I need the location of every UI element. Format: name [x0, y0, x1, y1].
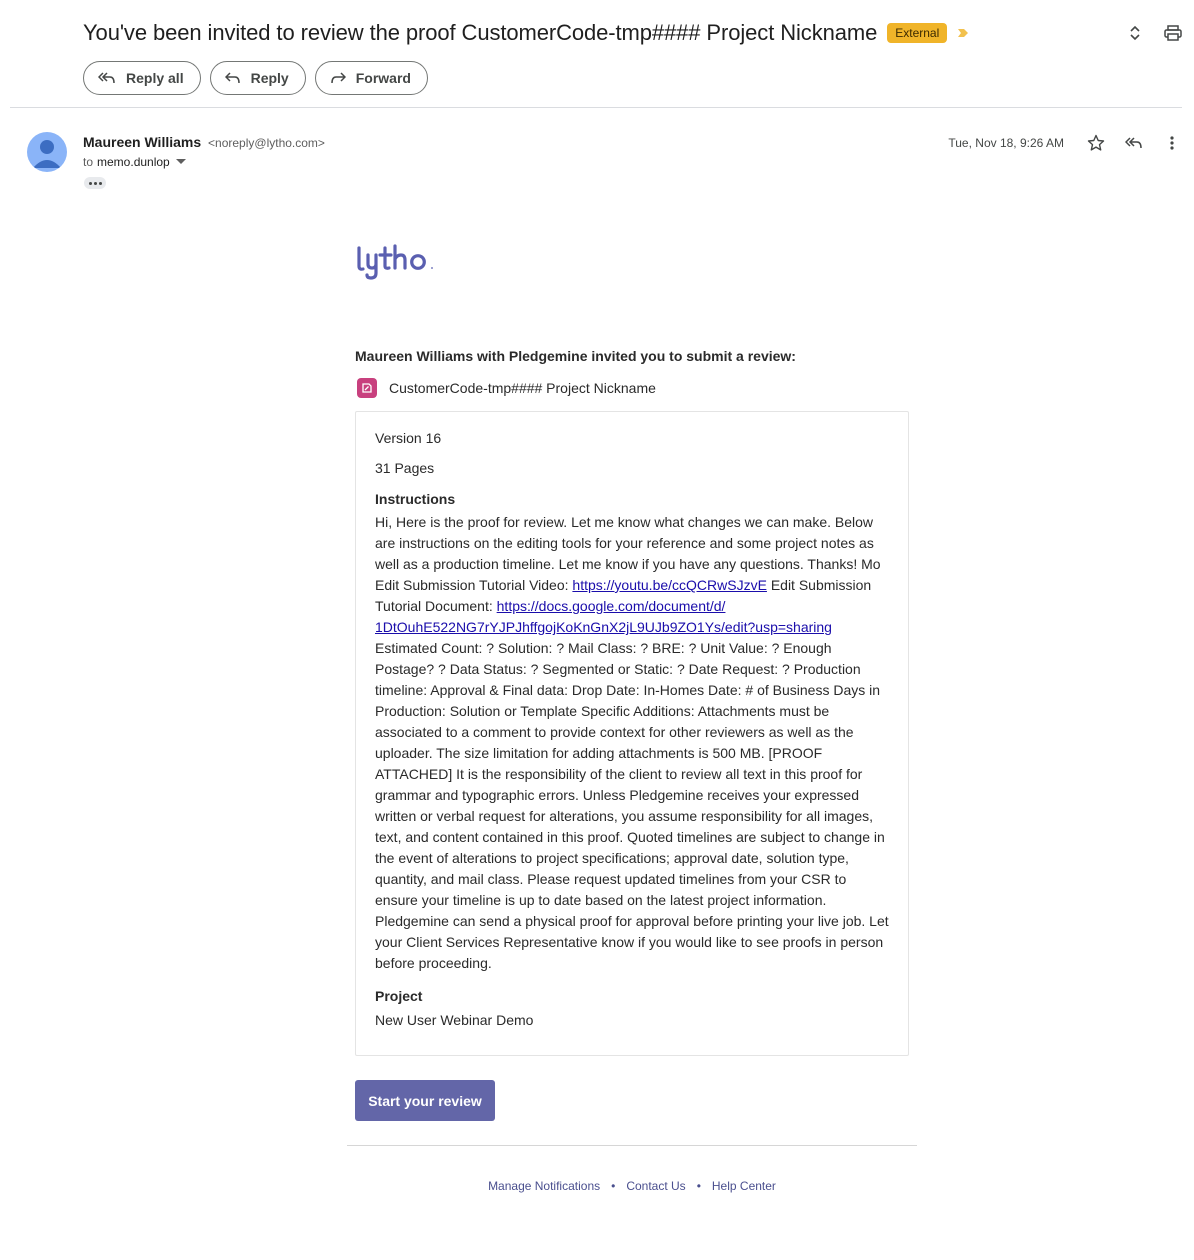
- doc-link[interactable]: https://docs.google.com/document/d/ 1DtOuhE522NG7rYJPJhffgojKoKnGnX2jL9UJb9ZO1Ys/edit?usp=sharing: [375, 598, 832, 635]
- instructions-text: [375, 512, 889, 974]
- instructions-heading: Instructions: [375, 491, 456, 507]
- avatar[interactable]: [27, 132, 67, 172]
- more-vert-icon[interactable]: [1162, 133, 1182, 153]
- lytho-logo: [355, 242, 437, 282]
- reply-label: Reply: [250, 70, 289, 86]
- contact-us-link[interactable]: Contact Us: [626, 1179, 686, 1193]
- proof-details-card: [355, 411, 909, 1056]
- manage-notifications-link[interactable]: Manage Notifications: [488, 1179, 601, 1193]
- footer-separator: •: [611, 1179, 616, 1193]
- project-name: New User Webinar Demo: [375, 1012, 534, 1028]
- pages-label: 31 Pages: [375, 460, 435, 476]
- caret-down-icon[interactable]: [176, 159, 186, 165]
- star-icon[interactable]: [1086, 133, 1106, 153]
- reply-icon: [225, 72, 241, 84]
- forward-label: Forward: [355, 70, 411, 86]
- instructions-part-3: Estimated Count: ? Solution: ? Mail Class: ? BRE: ? Unit Value: ? Enough Postage? ? Data Status: ? Segmented or Static: ? Date Request: ? Production timeline: Approval & Final data: Drop Date: In-Homes Date: # of Business Days in Production: Solution or Template Specific Additions: Attachments must be associated to a comment to provide context for other reviewers as well as the uploader. The size limitation for adding attachments is 500 MB. [PROOF ATTACHED] It is the responsibility of the client to review all text in this proof for grammar and typographic errors. Unless Pledgemine receives your expressed written or verbal request for alterations, you assume responsibility for all images, text, and content contained in this proof. Quoted timelines are subject to change in the event of alterations to project specifications; approval date, solution type, quantity, and mail class. Please request updated timelines from your CSR to ensure your timeline is up to date based on the latest project information. Pledgemine can send a physical proof for approval before printing your live job. Let your Client Services Representative know if you would like to see proofs in person before proceeding.: [375, 640, 889, 971]
- external-badge: External: [887, 23, 947, 43]
- help-center-link[interactable]: Help Center: [711, 1179, 776, 1193]
- recipient-name: memo.dunlop: [97, 155, 170, 169]
- video-link[interactable]: https://youtu.be/ccQCRwSJzvE: [572, 577, 767, 593]
- recipient-line: [83, 155, 186, 169]
- sender-line: [83, 134, 325, 150]
- sender-email: <noreply@lytho.com>: [208, 136, 325, 150]
- instructions-part-2: Edit Submission Tutorial Document:: [375, 577, 872, 614]
- importance-marker-icon[interactable]: [957, 27, 969, 39]
- sender-name[interactable]: Maureen Williams: [83, 134, 202, 150]
- forward-icon: [330, 72, 346, 84]
- message-date: Tue, Nov 18, 9:26 AM: [948, 136, 1064, 150]
- footer: [347, 1179, 917, 1193]
- email-subject: You've been invited to review the proof CustomerCode-tmp#### Project Nickname: [83, 20, 878, 45]
- arrow-updown-icon[interactable]: [1125, 23, 1145, 43]
- forward-button[interactable]: [315, 61, 428, 95]
- subject-row: [83, 18, 1183, 48]
- footer-divider: [347, 1145, 917, 1146]
- reply-all-icon: [98, 72, 116, 84]
- reply-all-icon[interactable]: [1124, 133, 1144, 153]
- message-meta: [948, 131, 1182, 155]
- reply-all-button[interactable]: [83, 61, 201, 95]
- reply-button[interactable]: [210, 61, 306, 95]
- to-prefix: to: [83, 155, 94, 169]
- header-divider: [10, 107, 1182, 108]
- proof-name: CustomerCode-tmp#### Project Nickname: [389, 380, 656, 396]
- instructions-part-1: Hi, Here is the proof for review. Let me know what changes we can make. Below are instructions on the editing tools for your reference and some project notes as well as a production timeline. Let me know if you have any questions. Thanks! Mo Edit Submission Tutorial Video:: [375, 514, 881, 593]
- reply-all-label: Reply all: [126, 70, 184, 86]
- proof-icon: [357, 378, 377, 398]
- invite-line: Maureen Williams with Pledgemine invited you to submit a review:: [355, 348, 796, 364]
- print-icon[interactable]: [1163, 23, 1183, 43]
- project-heading: Project: [375, 988, 423, 1004]
- reply-actions: [83, 61, 428, 95]
- version-label: Version 16: [375, 430, 442, 446]
- footer-separator: •: [696, 1179, 701, 1193]
- show-trimmed-content-button[interactable]: [84, 177, 106, 189]
- start-review-button[interactable]: Start your review: [355, 1080, 495, 1121]
- proof-row: [357, 378, 656, 398]
- subject-toolbar: [1125, 18, 1183, 48]
